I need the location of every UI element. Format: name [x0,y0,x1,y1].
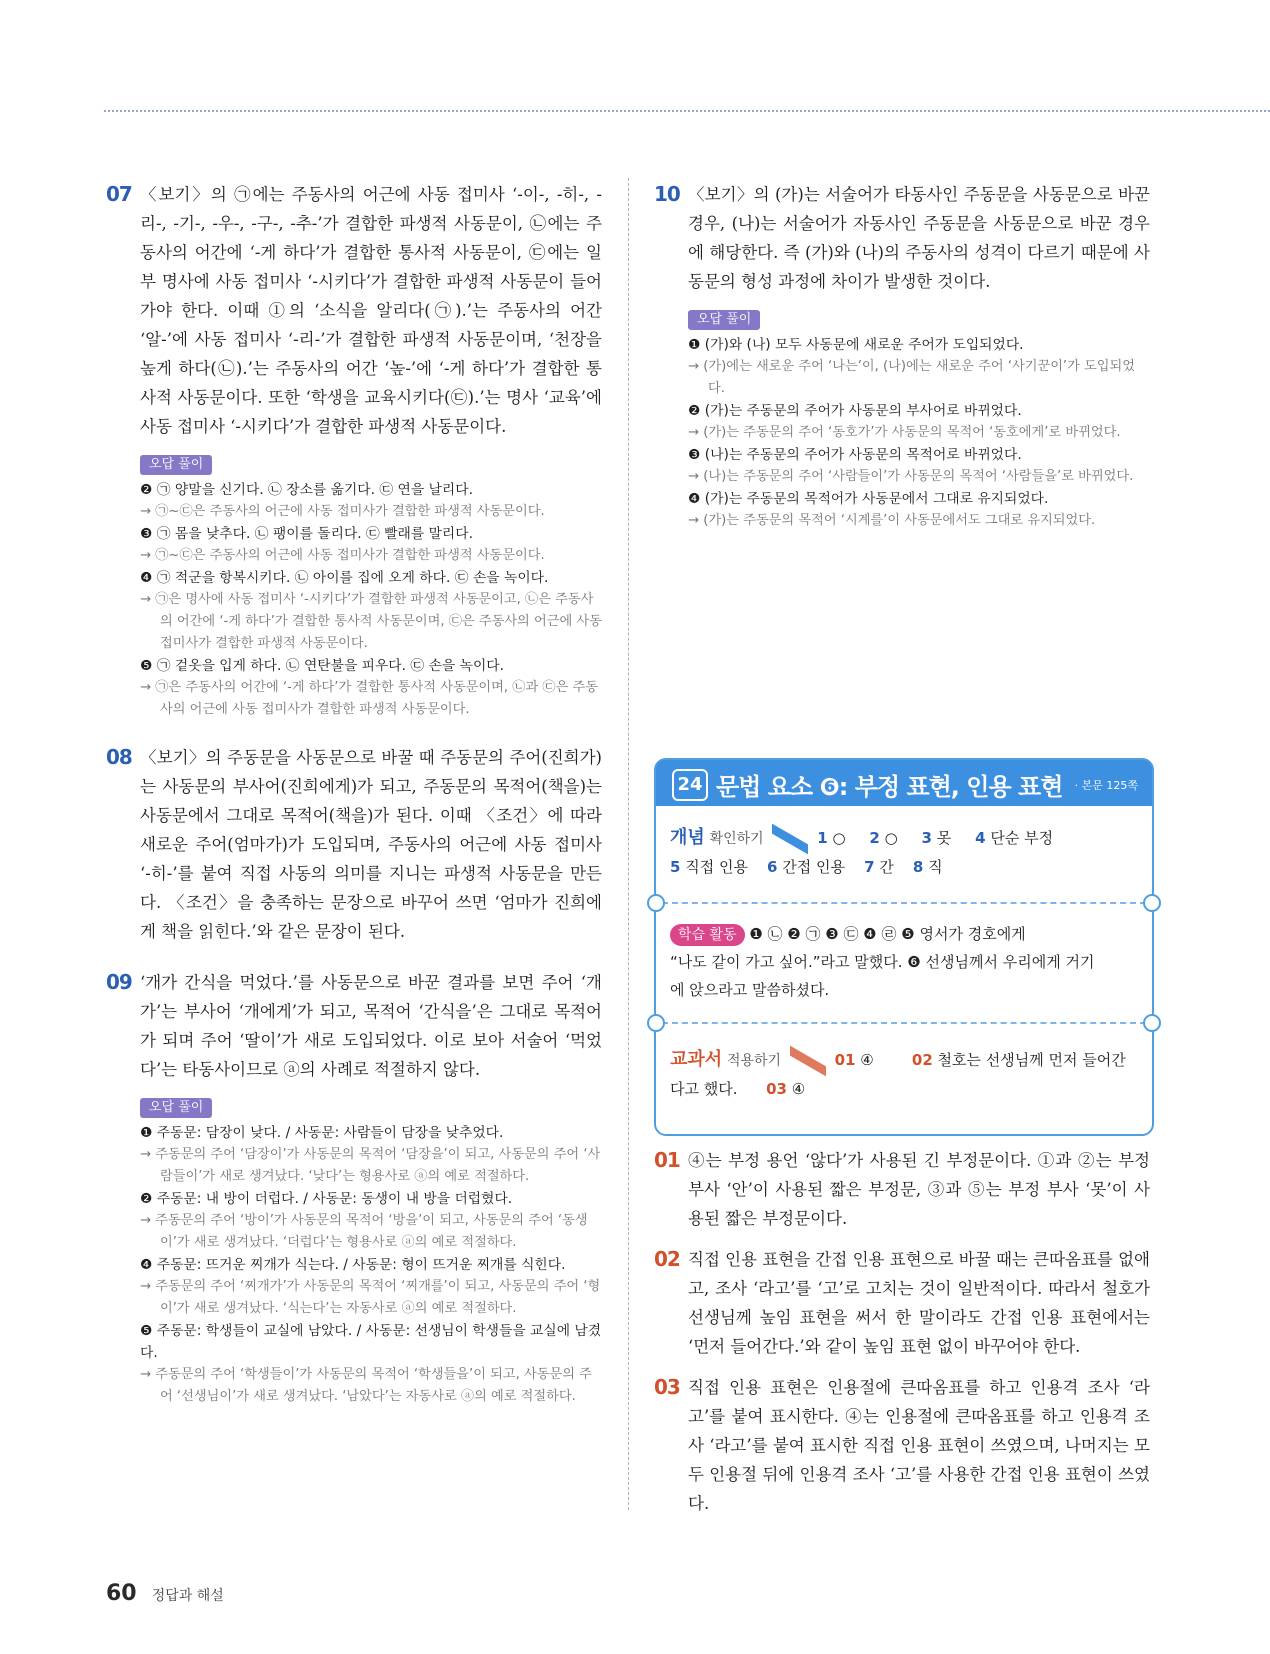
answer-text: 직접 인용 표현은 인용절에 큰따옴표를 하고 인용격 조사 ‘라고’를 붙여 표시한다. ④는 인용절에 큰따옴표를 하고 인용격 조사 ‘라고’를 붙여 표시한 직접 인용 표현이 쓰였으며, 나머지는 모두 인용절 뒤에 인용격 조사 ‘고’를 사용한 간접 인용 표현이 쓰였다. [688,1378,1150,1513]
page-number: 60 [106,1581,137,1606]
activity-line: 에 앉으라고 말씀하셨다. [670,981,830,999]
binder-ring [647,1014,665,1032]
unit-number-badge: 24 [672,769,708,801]
question-08 [106,743,602,946]
wrong-answer-box-07 [140,453,602,721]
explanation-line: → 주동문의 주어 ‘담장이’가 사동문의 목적어 ‘담장을’이 되고, 사동문의 주어 ‘사람들이’가 새로 생겨났다. ‘낮다’는 형용사로 ⓐ의 예로 적절하다. [140,1147,601,1184]
question-09 [106,968,602,1084]
answer-number: 02 [654,1247,680,1271]
explanation-line: → 주동문의 주어 ‘찌개가’가 사동문의 목적어 ‘찌개를’이 되고, 사동문의 주어 ‘형이’가 새로 생겨났다. ‘식는다’는 자동사로 ⓐ의 예로 적절하다. [140,1279,601,1316]
answer-value: ○ [884,829,898,847]
question-number: 10 [654,182,680,206]
page-title: 정답과 해설 [151,1588,224,1604]
activity-line: “나도 같이 가고 싶어.”라고 말했다. ❻ 선생님께서 우리에게 거기 [670,953,1095,971]
answer-line: ❸ ㉠ 몸을 낮추다. ㉡ 팽이를 돌리다. ㉢ 빨래를 말리다. [140,526,473,542]
top-dotted-rule [104,110,1270,112]
answer-value: 다고 했다. [670,1080,738,1098]
concept-subheading: 확인하기 [709,831,764,847]
binder-ring [1143,894,1161,912]
answer-value: ○ [832,829,846,847]
left-column [106,180,602,1408]
answer-number: 01 [654,1148,680,1172]
answer-number: 5 [670,858,681,876]
textbook-heading: 교과서 [670,1049,723,1070]
explanation-line: → (나)는 주동문의 주어 ‘사람들이’가 사동문의 목적어 ‘사람들을’로 바뀌었다. [688,469,1134,484]
binder-ring [1143,1014,1161,1032]
grammar-box-header [656,760,1152,806]
answer-number: 4 [975,829,986,847]
section-separator [662,902,1146,904]
question-number: 08 [106,745,132,769]
answer-03 [654,1373,1150,1518]
answer-number: 03 [654,1375,680,1399]
concept-heading: 개념 [670,827,705,848]
answer-value: 간 [879,858,894,876]
slash-decoration [790,1045,826,1076]
answer-line: ❷ ㉠ 양말을 신기다. ㉡ 장소를 옮기다. ㉢ 연을 날리다. [140,482,473,498]
answer-value: 못 [936,829,952,847]
question-text: ‘개가 간식을 먹었다.’를 사동문으로 바꾼 결과를 보면 주어 ‘개가’는 부사어 ‘개에게’가 되고, 목적어 ‘간식을’은 그대로 목적어가 되며 주어 ‘딸이’가 새로 도입되었다. 이로 보아 서술어 ‘먹었다’는 타동사이므로 ⓐ의 사례로 적절하지 않다. [140,973,602,1079]
column-divider [628,178,629,1510]
answer-value: ④ [860,1051,874,1069]
answer-number: 03 [766,1080,787,1098]
question-07 [106,180,602,441]
answer-line: ❹ (가)는 주동문의 목적어가 사동문에서 그대로 유지되었다. [688,491,1049,507]
page-footer [106,1581,224,1606]
answer-01 [654,1146,1150,1233]
answer-line: ❷ (가)는 주동문의 주어가 사동문의 부사어로 바뀌었다. [688,403,1022,419]
answer-number: 01 [834,1051,856,1069]
question-10 [654,180,1150,296]
answer-value: 직접 인용 [685,858,748,876]
answer-line: ❺ ㉠ 겉옷을 입게 하다. ㉡ 연탄불을 피우다. ㉢ 손을 녹이다. [140,658,504,674]
unit-title: 문법 요소 ❻: 부정 표현, 인용 표현 [716,773,1063,801]
answer-number: 02 [911,1051,933,1069]
wrong-answer-tag: 오답 풀이 [140,1098,212,1118]
explanation-line: → ㉠~㉢은 주동사의 어근에 사동 접미사가 결합한 파생적 사동문이다. [140,504,545,519]
answer-line: ❹ 주동문: 뜨거운 찌개가 식는다. / 사동문: 형이 뜨거운 찌개를 식힌다. [140,1257,566,1273]
right-column [654,180,1150,532]
question-text: 〈보기〉의 (가)는 서술어가 타동사인 주동문을 사동문으로 바꾼 경우, (나)는 서술어가 자동사인 주동문을 사동문으로 바꾼 경우에 해당한다. 즉 (가)와 (나)의 주동사의 성격이 다르기 때문에 사동문의 형성 과정에 차이가 발생한 것이다. [688,185,1150,291]
wrong-answer-box-10 [688,308,1150,532]
explanation-line: → 주동문의 주어 ‘학생들이’가 사동문의 목적어 ‘학생들을’이 되고, 사동문의 주어 ‘선생님이’가 새로 생겨났다. ‘남았다’는 자동사로 ⓐ의 예로 적절하다. [140,1367,592,1404]
slash-decoration [772,823,808,854]
answer-value: ④ [791,1080,806,1098]
activity-tag: 학습 활동 [670,924,745,946]
concept-check-section [670,824,1138,881]
wrong-answer-box-09 [140,1096,602,1408]
answer-line: ❷ 주동문: 내 방이 더럽다. / 사동문: 동생이 내 방을 더럽혔다. [140,1191,513,1207]
grammar-summary-box [654,758,1154,1136]
answer-line: ❸ (나)는 주동문의 주어가 사동문의 목적어로 바뀌었다. [688,447,1022,463]
explanation-line: → (가)는 주동문의 목적어 ‘시계를’이 사동문에서도 그대로 유지되었다. [688,513,1096,528]
activity-line: ❶ ㉡ ❷ ㉠ ❸ ㉢ ❹ ㉣ ❺ 영서가 경호에게 [749,925,1026,943]
explanation-line: → ㉠은 명사에 사동 접미사 ‘-시키다’가 결합한 파생적 사동문이고, ㉡은 주동사의 어간에 ‘-게 하다’가 결합한 통사적 사동문이며, ㉢은 주동사의 어근에 사동 접미사가 결합한 파생적 사동문이다. [140,592,602,651]
answer-text: 직접 인용 표현을 간접 인용 표현으로 바꿀 때는 큰따옴표를 없애고, 조사 ‘라고’를 ‘고’로 고치는 것이 일반적이다. 따라서 철호가 선생님께 높임 표현을 써서 한 말이라도 간접 인용 표현에서는 ‘먼저 들어간다.’와 같이 높임 표현 없이 바꾸어야 한다. [688,1250,1150,1356]
answer-line: ❺ 주동문: 학생들이 교실에 남았다. / 사동문: 선생님이 학생들을 교실에 남겼다. [140,1323,602,1361]
explanation-line: → 주동문의 주어 ‘방이’가 사동문의 목적어 ‘방을’이 되고, 사동문의 주어 ‘동생이’가 새로 생겨났다. ‘더럽다’는 형용사로 ⓐ의 예로 적절하다. [140,1213,588,1250]
learning-activity-section [670,920,1138,1004]
answer-number: 1 [817,829,828,847]
question-number: 07 [106,182,132,206]
textbook-application-section [670,1046,1138,1103]
answer-number: 2 [869,829,880,847]
answer-line: ❹ ㉠ 적군을 항복시키다. ㉡ 아이를 집에 오게 하다. ㉢ 손을 녹이다. [140,570,549,586]
answer-line: ❶ (가)와 (나) 모두 사동문에 새로운 주어가 도입되었다. [688,337,1024,353]
explanation-line: → ㉠은 주동사의 어간에 ‘-게 하다’가 결합한 통사적 사동문이며, ㉡과 ㉢은 주동사의 어근에 사동 접미사가 결합한 파생적 사동문이다. [140,680,599,717]
answers-01-03 [654,1146,1150,1518]
answer-02 [654,1245,1150,1361]
wrong-answer-tag: 오답 풀이 [140,455,212,475]
explanation-line: → ㉠~㉢은 주동사의 어근에 사동 접미사가 결합한 파생적 사동문이다. [140,548,545,563]
answer-number: 6 [767,858,778,876]
wrong-answer-tag: 오답 풀이 [688,310,760,330]
answer-number: 8 [912,858,924,876]
page-reference: · 본문 125쪽 [1074,779,1138,792]
explanation-line: → (가)에는 새로운 주어 ‘나는’이, (나)에는 새로운 주어 ‘사기꾼이’가 도입되었다. [688,359,1136,396]
textbook-subheading: 적용하기 [726,1053,782,1069]
answer-value: 단순 부정 [990,829,1054,847]
answer-value: 직 [928,858,943,876]
answer-value: 철호는 선생님께 먼저 들어간 [937,1051,1126,1069]
answer-number: 7 [864,858,875,876]
question-text: 〈보기〉의 주동문을 사동문으로 바꿀 때 주동문의 주어(진희가)는 사동문의 부사어(진희에게)가 되고, 주동문의 목적어(책을)는 사동문에서 그대로 목적어(책을)가 된다. 이때 〈조건〉에 따라 새로운 주어(엄마가)가 도입되며, 주동사의 어근에 사동 접미사 ‘-히-’를 붙여 직접 사동의 의미를 지니는 파생적 사동문을 만든다. 〈조건〉을 충족하는 문장으로 바꾸어 쓰면 ‘엄마가 진희에게 책을 읽힌다.’와 같은 문장이 된다. [140,748,602,941]
question-number: 09 [106,970,132,994]
section-separator [662,1022,1146,1024]
answer-number: 3 [921,829,932,847]
explanation-line: → (가)는 주동문의 주어 ‘동호가’가 사동문의 목적어 ‘동호에게’로 바뀌었다. [688,425,1121,440]
answer-line: ❶ 주동문: 담장이 낮다. / 사동문: 사람들이 담장을 낮추었다. [140,1125,504,1141]
question-text: 〈보기〉의 ㉠에는 주동사의 어근에 사동 접미사 ‘-이-, -히-, -리-, -기-, -우-, -구-, -추-’가 결합한 파생적 사동문이, ㉡에는 주동사의 어간에 ‘-게 하다’가 결합한 통사적 사동문이, ㉢에는 일부 명사에 사동 접미사 ‘-시키다’가 결합한 파생적 사동문이 들어가야 한다. 이때 ①의 ‘소식을 알리다(㉠).’는 주동사의 어간 ‘알-’에 사동 접미사 ‘-리-’가 결합한 파생적 사동문이며, ‘천장을 높게 하다(㉡).’는 주동사의 어간 ‘높-’에 ‘-게 하다’가 결합한 통사적 사동문이다. 또한 ‘학생을 교육시키다(㉢).’는 명사 ‘교육’에 사동 접미사 ‘-시키다’가 결합한 파생적 사동문이다. [140,185,602,436]
answer-text: ④는 부정 용언 ‘않다’가 사용된 긴 부정문이다. ①과 ②는 부정 부사 ‘안’이 사용된 짧은 부정문, ③과 ⑤는 부정 부사 ‘못’이 사용된 짧은 부정문이다. [688,1151,1150,1228]
answer-value: 간접 인용 [782,858,845,876]
binder-ring [647,894,665,912]
